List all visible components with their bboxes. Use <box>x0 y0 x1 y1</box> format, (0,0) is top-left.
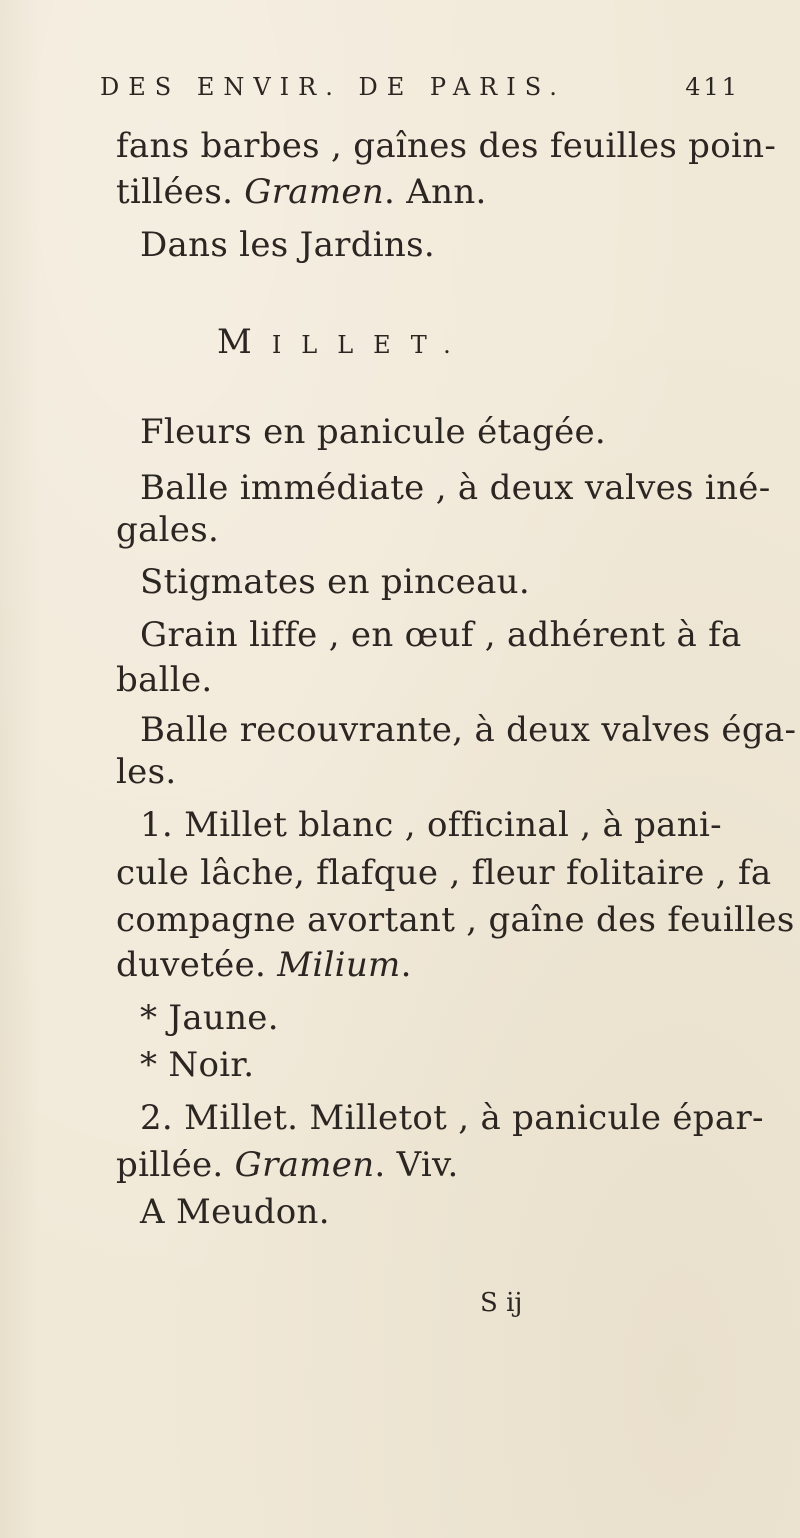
body-line-8 <box>116 752 176 792</box>
body-line-16 <box>116 1145 459 1185</box>
page-number: 411 <box>685 73 740 101</box>
variety-noir: * Noir. <box>140 1045 255 1085</box>
body-line-4 <box>140 562 530 602</box>
body-line-16-part-1: pillée. <box>116 1145 235 1185</box>
body-line-7 <box>140 710 796 750</box>
body-line-2 <box>140 468 771 508</box>
body-line-6 <box>116 660 213 700</box>
running-head <box>100 72 740 102</box>
body-line-12-part-3: . <box>400 945 412 985</box>
signature-mark: S ij <box>480 1288 523 1318</box>
text-line-1 <box>116 126 776 166</box>
body-line-3 <box>116 510 219 550</box>
variety-jaune: * Jaune. <box>140 998 279 1038</box>
body-line-12-part-1: duvetée. <box>116 945 278 985</box>
body-line-17-content: A Meudon. <box>140 1192 330 1232</box>
section-title <box>217 322 471 365</box>
text-line-1-content: fans barbes , gaînes des feuilles poin- <box>116 126 777 166</box>
body-line-9 <box>140 805 722 845</box>
body-line-12 <box>116 945 412 985</box>
body-line-1-content: Fleurs en panicule étagée. <box>140 412 607 452</box>
body-line-15 <box>140 1098 764 1138</box>
genus-name-milium: Milium <box>277 945 401 985</box>
body-line-16-part-3: . Viv. <box>374 1145 459 1185</box>
body-line-7-content: Balle recouvrante, à deux valves éga- <box>140 710 797 750</box>
body-line-11 <box>116 900 795 940</box>
body-line-1 <box>140 412 606 452</box>
body-line-5 <box>140 615 742 655</box>
body-line-3-content: gales. <box>116 510 220 550</box>
genus-name-gramen-2: Gramen <box>234 1145 375 1185</box>
section-title-initial: M <box>217 322 272 362</box>
body-line-14 <box>140 1045 254 1085</box>
section-title-rest: ILLET. <box>271 331 471 359</box>
body-line-6-content: balle. <box>116 660 213 700</box>
body-line-9-content: 1. Millet blanc , officinal , à pani- <box>140 805 722 845</box>
text-line-3-content: Dans les Jardins. <box>140 225 435 265</box>
text-line-2 <box>116 172 487 212</box>
body-line-10 <box>116 853 771 893</box>
body-line-10-content: cule lâche, flafque , fleur folitaire , fa <box>116 853 772 893</box>
body-line-4-content: Stigmates en pinceau. <box>140 562 530 602</box>
body-line-17 <box>140 1192 330 1232</box>
body-line-5-content: Grain liffe , en œuf , adhérent à fa <box>140 615 742 655</box>
text-line-3 <box>140 225 435 265</box>
genus-name-gramen: Gramen <box>244 172 385 212</box>
body-line-11-content: compagne avortant , gaîne des feuilles <box>116 900 795 940</box>
body-line-15-content: 2. Millet. Milletot , à panicule épar- <box>140 1098 764 1138</box>
running-head-title: DES ENVIR. DE PARIS. <box>100 73 566 101</box>
body-line-8-content: les. <box>116 752 177 792</box>
text-line-2-part-3: . Ann. <box>384 172 487 212</box>
body-line-2-content: Balle immédiate , à deux valves iné- <box>140 468 771 508</box>
body-line-13 <box>140 998 279 1038</box>
text-line-2-part-1: tillées. <box>116 172 245 212</box>
